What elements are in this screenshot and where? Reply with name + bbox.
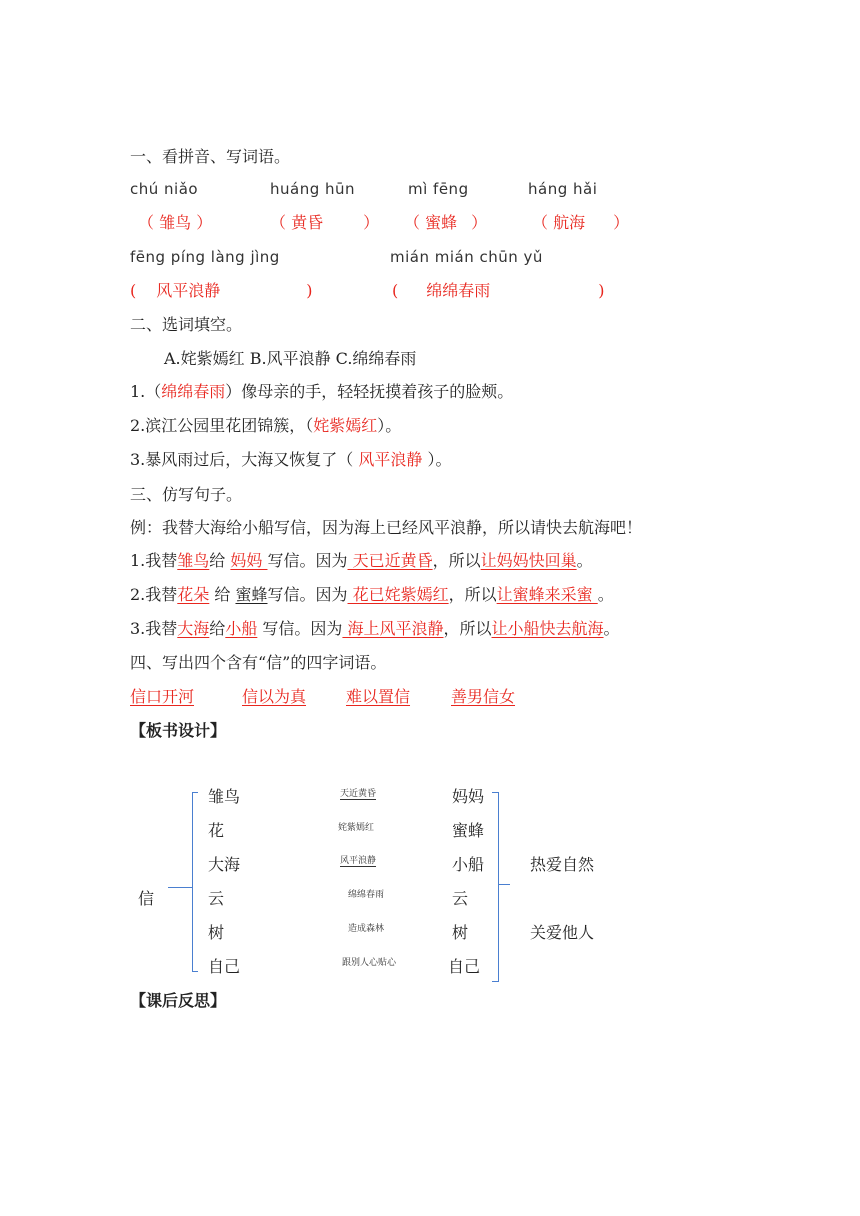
board-left-3: 大海 bbox=[208, 855, 241, 874]
board-left-6: 自己 bbox=[208, 957, 241, 976]
idiom-3: 难以置信 bbox=[346, 687, 411, 706]
board-middle-3: 风平浪静 bbox=[340, 856, 377, 866]
example-sentence: 例：我替大海给小船写信，因为海上已经风平浪静，所以请快去航海吧！ bbox=[130, 518, 643, 537]
board-right-1: 妈妈 bbox=[452, 787, 485, 806]
board-right-brace-bottom bbox=[492, 981, 498, 982]
board-right-3: 小船 bbox=[452, 855, 485, 874]
section4-heading: 四、写出四个含有“信”的四字词语。 bbox=[130, 653, 387, 672]
board-left-brace bbox=[192, 792, 193, 972]
pinyin-mianmianchunyu: mián mián chūn yǔ bbox=[390, 248, 543, 266]
board-theme-others: 关爱他人 bbox=[530, 923, 595, 942]
board-left-4: 云 bbox=[208, 889, 225, 908]
fill-q1: 1.（绵绵春雨）像母亲的手，轻轻抚摸着孩子的脸颊。 bbox=[130, 382, 514, 401]
board-right-brace-tip bbox=[498, 884, 510, 885]
board-right-5: 树 bbox=[452, 923, 469, 942]
idiom-2: 信以为真 bbox=[242, 687, 307, 706]
imitation-sentence-2: 2.我替花朵 给 蜜蜂写信。因为 花已姹紫嫣红，所以让蜜蜂来采蜜 。 bbox=[130, 585, 614, 604]
answer-hanghai: （ 航海 ） bbox=[532, 213, 630, 232]
reflection-title: 【课后反思】 bbox=[130, 991, 227, 1010]
board-left-5: 树 bbox=[208, 923, 225, 942]
answer-fengpinglangjing: ( 风平浪静 ) bbox=[130, 281, 313, 300]
pinyin-chuniao: chú niǎo bbox=[130, 180, 199, 198]
board-left-brace-top bbox=[192, 792, 198, 793]
answer-mianmianchunyu: ( 绵绵春雨 ) bbox=[392, 281, 605, 300]
board-middle-4: 绵绵春雨 bbox=[348, 890, 385, 900]
word-options: A.姹紫嫣红 B.风平浪静 C.绵绵春雨 bbox=[164, 349, 417, 368]
answer-chuniao: （ 雏鸟 ） bbox=[138, 213, 213, 232]
answer-mifeng: （ 蜜蜂 ） bbox=[404, 213, 488, 232]
section3-heading: 三、仿写句子。 bbox=[130, 485, 243, 504]
board-middle-6: 跟别人心贴心 bbox=[342, 958, 397, 968]
board-right-brace bbox=[498, 792, 499, 982]
idiom-1: 信口开河 bbox=[130, 687, 195, 706]
section1-heading: 一、看拼音、写词语。 bbox=[130, 147, 291, 166]
board-theme-nature: 热爱自然 bbox=[530, 855, 595, 874]
fill-q3: 3.暴风雨过后，大海又恢复了（ 风平浪静 ）。 bbox=[130, 450, 452, 469]
imitation-sentence-1: 1.我替雏鸟给 妈妈 写信。因为 天已近黄昏，所以让妈妈快回巢。 bbox=[130, 551, 593, 570]
board-right-2: 蜜蜂 bbox=[452, 821, 485, 840]
section2-heading: 二、选词填空。 bbox=[130, 315, 243, 334]
idiom-4: 善男信女 bbox=[451, 687, 516, 706]
board-middle-2: 姹紫嫣红 bbox=[338, 823, 375, 833]
pinyin-mifeng: mì fēng bbox=[408, 180, 469, 198]
board-right-6: 自己 bbox=[448, 957, 481, 976]
board-right-4: 云 bbox=[452, 889, 469, 908]
board-design-title: 【板书设计】 bbox=[130, 721, 227, 740]
imitation-sentence-3: 3.我替大海给小船 写信。因为 海上风平浪静，所以让小船快去航海。 bbox=[130, 619, 620, 638]
board-middle-5: 造成森林 bbox=[348, 924, 385, 934]
board-left-1: 雏鸟 bbox=[208, 787, 241, 806]
pinyin-huanghun: huáng hūn bbox=[270, 180, 356, 198]
answer-huanghun: （ 黄昏 ） bbox=[270, 213, 380, 232]
board-center-char: 信 bbox=[138, 889, 155, 908]
pinyin-hanghai: háng hǎi bbox=[528, 180, 598, 198]
pinyin-fengpinglangjing: fēng píng làng jìng bbox=[130, 248, 280, 266]
board-left-brace-bottom bbox=[192, 971, 198, 972]
board-right-brace-top bbox=[492, 792, 498, 793]
board-left-2: 花 bbox=[208, 821, 225, 840]
fill-q2: 2.滨江公园里花团锦簇，（姹紫嫣红）。 bbox=[130, 416, 402, 435]
board-middle-1: 天近黄昏 bbox=[340, 789, 377, 799]
board-connector bbox=[168, 887, 192, 888]
